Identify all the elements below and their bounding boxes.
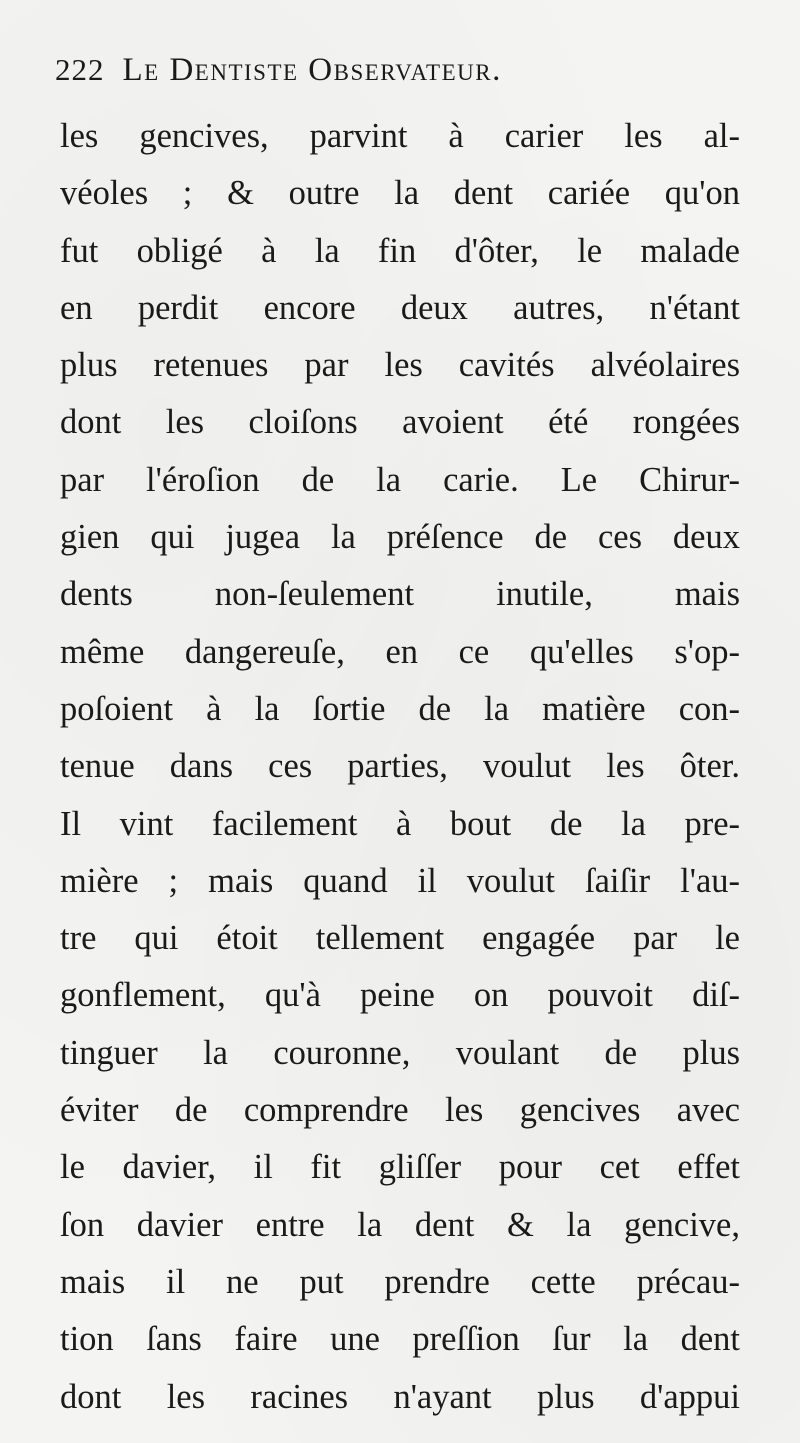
- text-line: véoles ; & outre la dent cariée qu'on: [60, 174, 740, 213]
- text-line: dents non-ſeulement inutile, mais: [60, 575, 740, 614]
- text-line: fut obligé à la fin d'ôter, le malade: [60, 231, 740, 270]
- text-line: par l'éroſion de la carie. Le Chirur-: [60, 460, 740, 499]
- text-line: tion ſans faire une preſſion ſur la dent: [60, 1320, 740, 1359]
- text-line: ſon davier entre la dent & la gencive,: [60, 1205, 740, 1244]
- text-line: tinguer la couronne, voulant de plus: [60, 1033, 740, 1072]
- text-line: mais il ne put prendre cette précau-: [60, 1262, 740, 1301]
- page-number: 222: [55, 52, 105, 87]
- text-line: dont les racines n'ayant plus d'appui: [60, 1377, 740, 1416]
- text-line: même dangereuſe, en ce qu'elles s'op-: [60, 632, 740, 671]
- text-line: en perdit encore deux autres, n'étant: [60, 288, 740, 327]
- running-head: [55, 52, 755, 102]
- text-line: tre qui étoit tellement engagée par le: [60, 919, 740, 958]
- text-line: mière ; mais quand il voulut ſaiſir l'au-: [60, 861, 740, 900]
- body-text: [60, 108, 740, 1426]
- text-line: tenue dans ces parties, voulut les ôter.: [60, 747, 740, 786]
- text-line: gonflement, qu'à peine on pouvoit diſ-: [60, 976, 740, 1015]
- text-line: poſoient à la ſortie de la matière con-: [60, 689, 740, 728]
- running-title: Le Dentiste Observateur.: [122, 52, 502, 88]
- text-line: dont les cloiſons avoient été rongées: [60, 403, 740, 442]
- text-line: les gencives, parvint à carier les al-: [60, 117, 740, 155]
- text-line: Il vint facilement à bout de la pre-: [60, 804, 740, 843]
- text-line: gien qui jugea la préſence de ces deux: [60, 518, 740, 557]
- text-line: plus retenues par les cavités alvéolaires: [60, 346, 740, 385]
- text-line: le davier, il fit gliſſer pour cet effet: [60, 1148, 740, 1187]
- text-line: éviter de comprendre les gencives avec: [60, 1091, 740, 1130]
